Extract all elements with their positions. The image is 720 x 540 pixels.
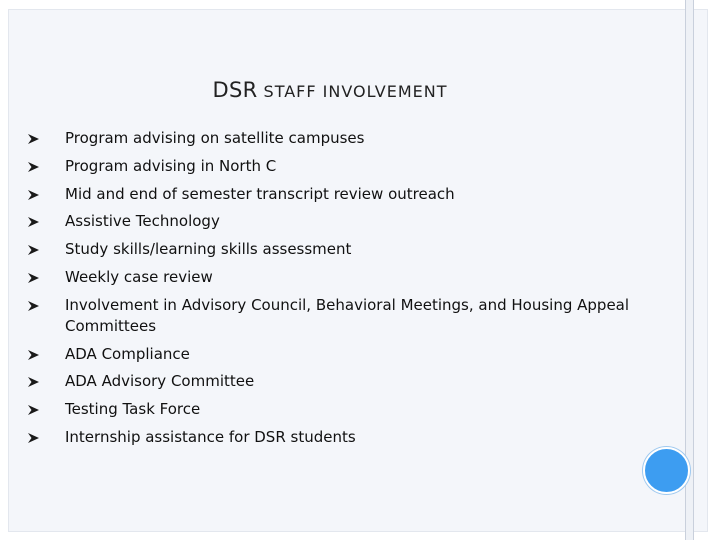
slide-title bbox=[0, 78, 660, 102]
arrow-right-icon bbox=[28, 134, 39, 144]
bullet-item bbox=[28, 295, 648, 337]
bullet-item bbox=[28, 211, 648, 232]
bullet-item bbox=[28, 267, 648, 288]
bullet-text: ADA Compliance bbox=[65, 344, 190, 363]
arrow-right-icon bbox=[28, 377, 39, 387]
bullet-text: Program advising in North C bbox=[65, 156, 277, 175]
bullet-text: Mid and end of semester transcript review outreach bbox=[65, 184, 455, 203]
bullet-item bbox=[28, 344, 648, 365]
bullet-text: Program advising on satellite campuses bbox=[65, 129, 365, 147]
bullet-text: Study skills/learning skills assessment bbox=[65, 240, 352, 259]
bullet-list bbox=[28, 128, 648, 455]
bullet-item bbox=[28, 128, 648, 149]
bullet-item bbox=[28, 156, 648, 177]
arrow-right-icon bbox=[28, 245, 39, 255]
bullet-item bbox=[28, 371, 648, 392]
bullet-text: Testing Task Force bbox=[65, 400, 201, 419]
arrow-right-icon bbox=[28, 273, 39, 283]
bullet-text: Weekly case review bbox=[65, 267, 213, 286]
bullet-item bbox=[28, 184, 648, 205]
arrow-right-icon bbox=[28, 405, 39, 415]
arrow-right-icon bbox=[28, 190, 39, 200]
title-rest: STAFF INVOLVEMENT bbox=[263, 82, 448, 101]
arrow-right-icon bbox=[28, 433, 39, 443]
bullet-text: ADA Advisory Committee bbox=[65, 372, 255, 391]
arrow-right-icon bbox=[28, 350, 39, 360]
bullet-item bbox=[28, 239, 648, 260]
arrow-right-icon bbox=[28, 301, 39, 311]
bullet-text: Involvement in Advisory Council, Behavioral Meetings, and Housing Appeal Committees bbox=[65, 295, 630, 335]
bullet-item bbox=[28, 399, 648, 420]
bullet-item bbox=[28, 427, 648, 448]
arrow-right-icon bbox=[28, 162, 39, 172]
title-main: DSR bbox=[212, 78, 258, 102]
bullet-text: Assistive Technology bbox=[65, 212, 220, 231]
arrow-right-icon bbox=[28, 217, 39, 227]
decorative-circle bbox=[643, 447, 690, 494]
bullet-text: Internship assistance for DSR students bbox=[65, 427, 356, 446]
